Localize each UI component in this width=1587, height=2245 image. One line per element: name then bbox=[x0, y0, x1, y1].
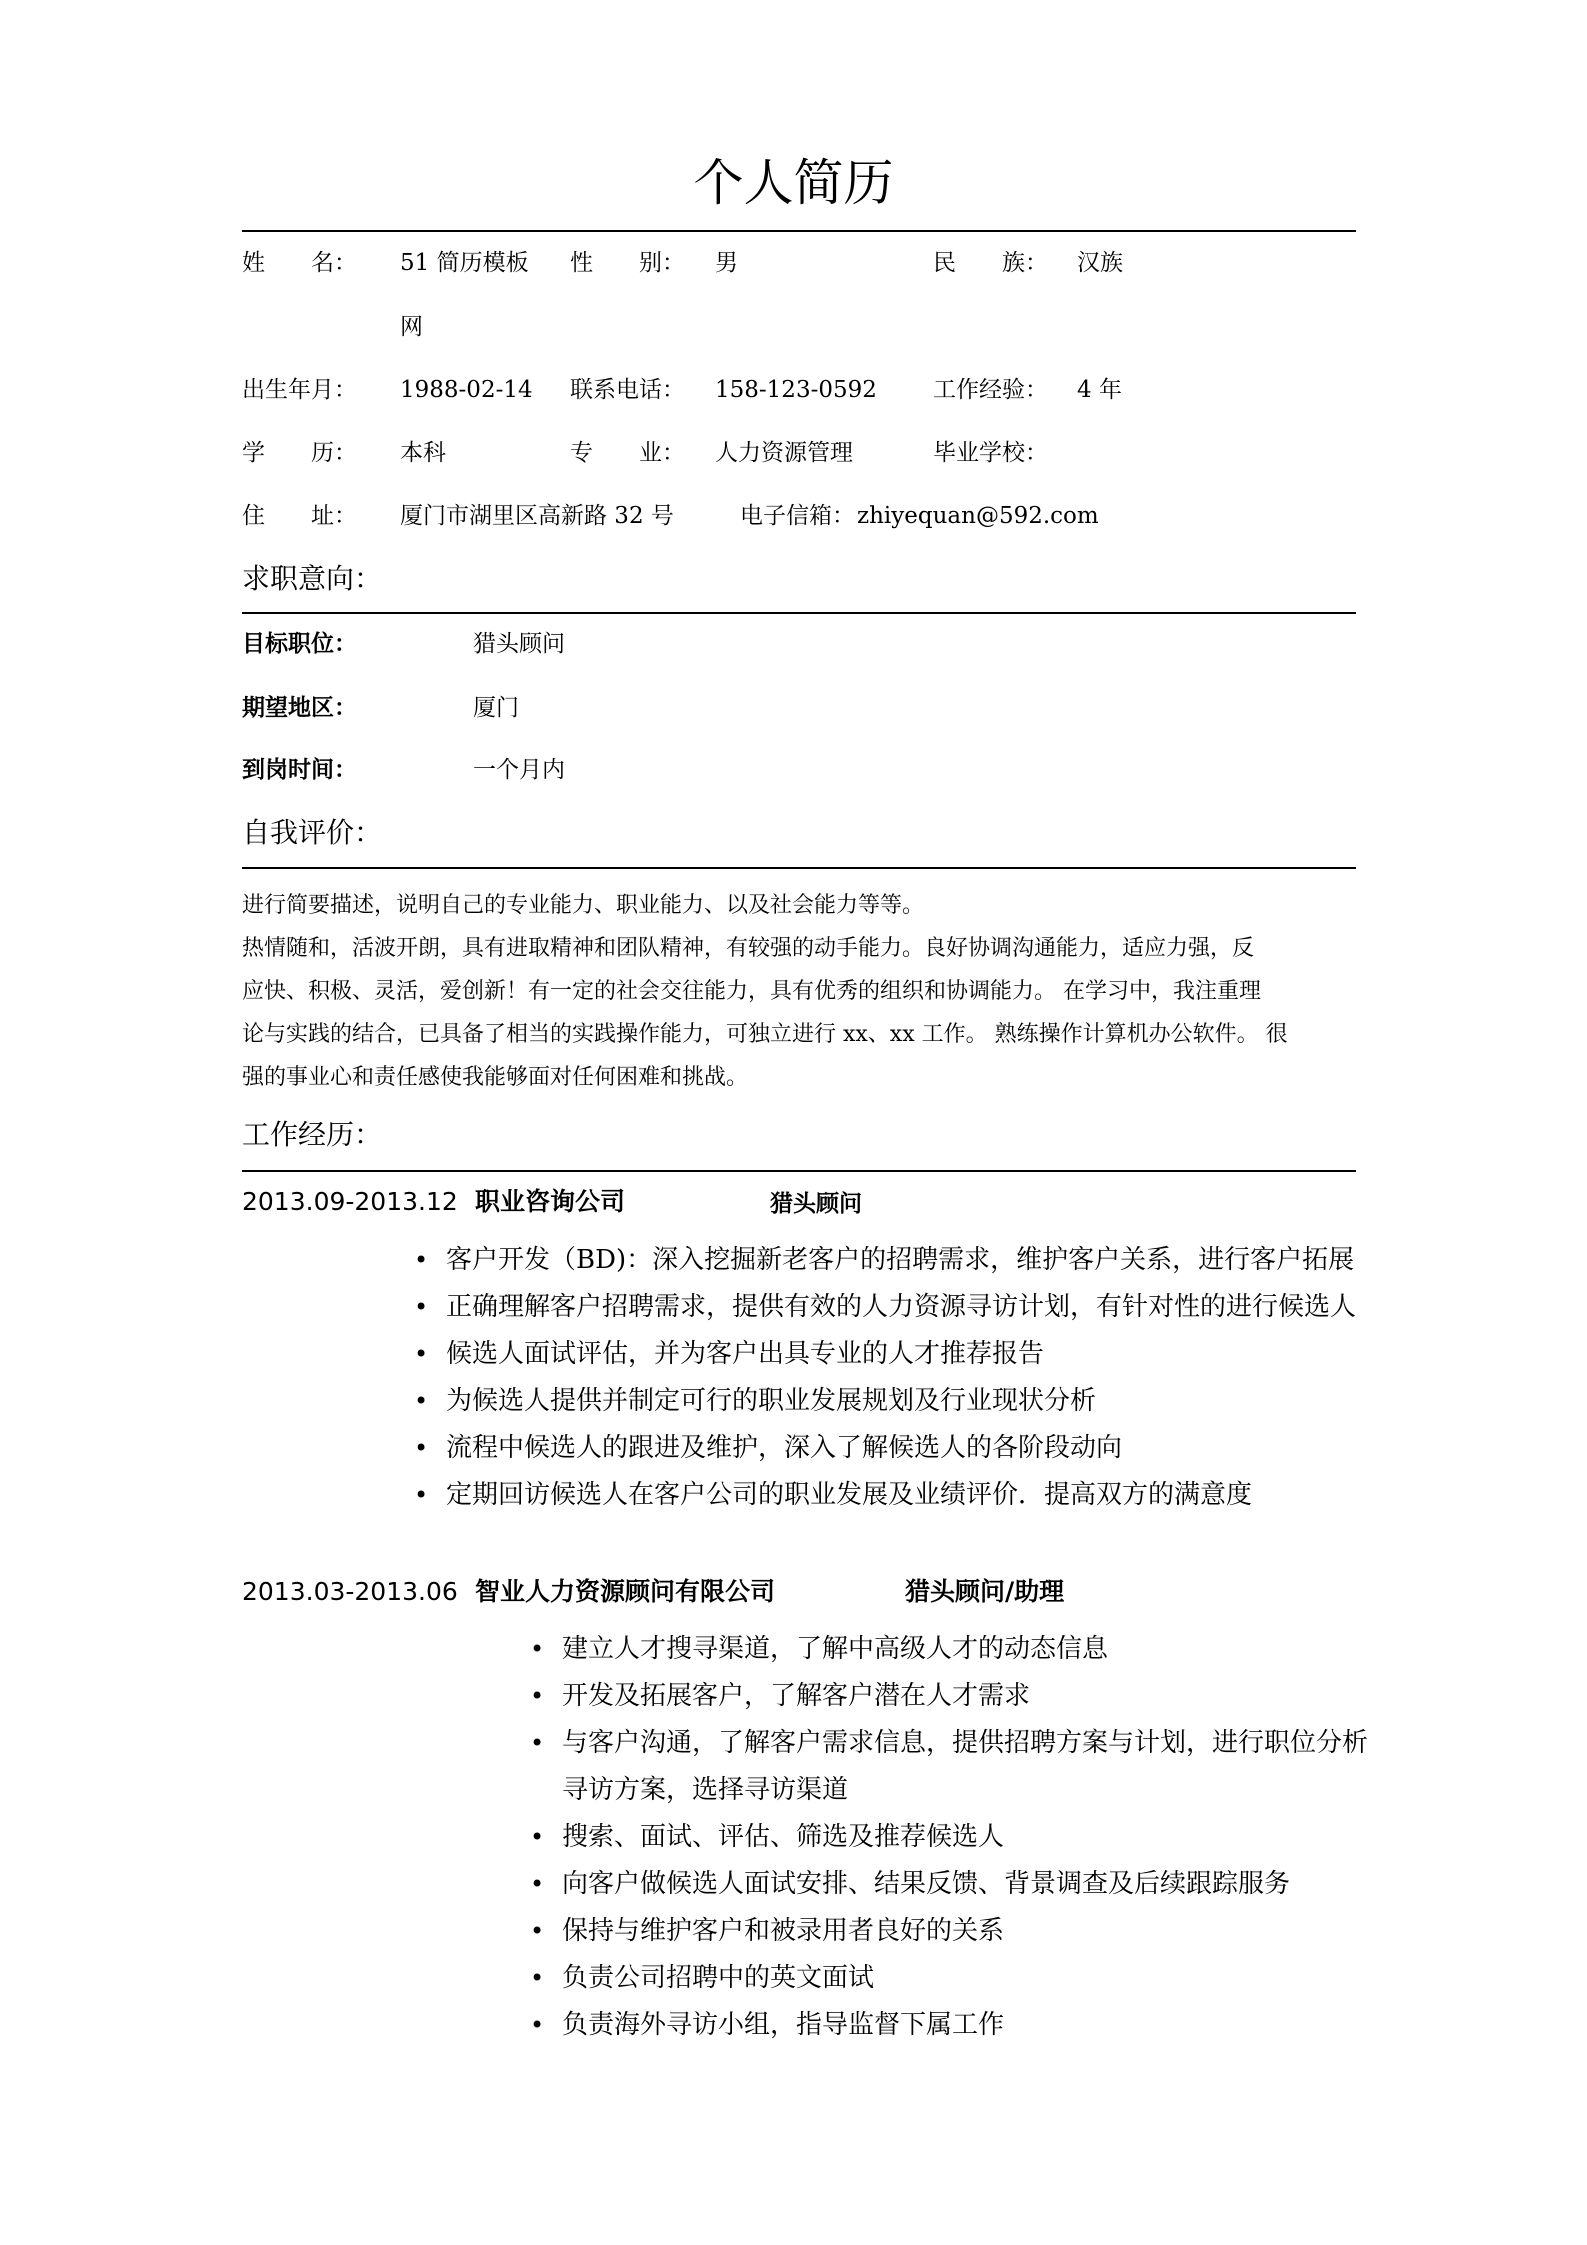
job-date: 2013.03-2013.06 bbox=[242, 1577, 458, 1606]
self-evaluation-line: 论与实践的结合，已具备了相当的实践操作能力，可独立进行 xx、xx 工作。 熟练操作计算机办公软件。 很 bbox=[242, 1022, 1288, 1047]
major-value: 人力资源管理 bbox=[715, 440, 853, 466]
email-label: 电子信箱： bbox=[740, 503, 855, 529]
list-item: • 流程中候选人的跟进及维护，深入了解候选人的各阶段动向 bbox=[414, 1425, 1372, 1472]
gender-label: 性 别： bbox=[570, 250, 685, 276]
phone-value: 158-123-0592 bbox=[715, 377, 877, 403]
list-item: • 建立人才搜寻渠道，了解中高级人才的动态信息 bbox=[530, 1626, 1372, 1673]
birth-value: 1988-02-14 bbox=[400, 377, 533, 403]
address-value: 厦门市湖里区高新路 32 号 bbox=[400, 503, 674, 529]
self-evaluation-line: 进行简要描述，说明自己的专业能力、职业能力、以及社会能力等等。 bbox=[242, 893, 925, 918]
education-value: 本科 bbox=[400, 440, 446, 466]
self-evaluation-heading: 自我评价： bbox=[242, 816, 383, 849]
work-divider bbox=[242, 1170, 1356, 1172]
major-label: 专 业： bbox=[570, 440, 685, 466]
name-label: 姓 名： bbox=[242, 250, 357, 276]
education-label: 学 历： bbox=[242, 440, 357, 466]
job-company: 智业人力资源顾问有限公司 bbox=[475, 1577, 776, 1606]
title-divider bbox=[242, 230, 1356, 232]
self-evaluation-line: 应快、积极、灵活，爱创新！有一定的社会交往能力，具有优秀的组织和协调能力。 在学习中，我注重理 bbox=[242, 979, 1261, 1004]
list-item: • 负责公司招聘中的英文面试 bbox=[530, 1955, 1372, 2002]
ethnicity-value: 汉族 bbox=[1077, 250, 1123, 276]
target-position-label: 目标职位： bbox=[242, 630, 357, 657]
self-evaluation-divider bbox=[242, 867, 1356, 869]
availability-label: 到岗时间： bbox=[242, 756, 357, 783]
page-title: 个人简历 bbox=[693, 154, 894, 212]
intention-divider bbox=[242, 612, 1356, 614]
school-label: 毕业学校： bbox=[933, 440, 1048, 466]
self-evaluation-line: 强的事业心和责任感使我能够面对任何困难和挑战。 bbox=[242, 1065, 749, 1090]
intention-heading: 求职意向： bbox=[242, 562, 383, 595]
self-evaluation-line: 热情随和，活波开朗，具有进取精神和团队精神，有较强的动手能力。良好协调沟通能力，适应力强，反 bbox=[242, 936, 1255, 961]
name-value-continued: 网 bbox=[400, 314, 423, 340]
ethnicity-label: 民 族： bbox=[933, 250, 1048, 276]
work-heading: 工作经历： bbox=[242, 1118, 383, 1151]
list-item: • 与客户沟通，了解客户需求信息，提供招聘方案与计划，进行职位分析 寻访方案，选择寻访渠道 bbox=[530, 1720, 1372, 1814]
job-company: 职业咨询公司 bbox=[475, 1187, 626, 1216]
list-item: • 开发及拓展客户，了解客户潜在人才需求 bbox=[530, 1673, 1372, 1720]
job-role: 猎头顾问/助理 bbox=[905, 1577, 1065, 1606]
expected-location-value: 厦门 bbox=[473, 695, 519, 721]
list-item: • 客户开发（BD)：深入挖掘新老客户的招聘需求，维护客户关系，进行客户拓展 bbox=[414, 1237, 1372, 1284]
birth-label: 出生年月： bbox=[242, 377, 357, 403]
name-value: 51 简历模板 bbox=[400, 250, 529, 276]
list-item: • 负责海外寻访小组，指导监督下属工作 bbox=[530, 2002, 1372, 2049]
list-item: • 候选人面试评估，并为客户出具专业的人才推荐报告 bbox=[414, 1331, 1372, 1378]
self-evaluation-body bbox=[242, 884, 1356, 1099]
phone-label: 联系电话： bbox=[570, 377, 685, 403]
list-item: • 定期回访候选人在客户公司的职业发展及业绩评价．提高双方的满意度 bbox=[414, 1472, 1372, 1519]
list-item: • 保持与维护客户和被录用者良好的关系 bbox=[530, 1908, 1372, 1955]
list-item: • 正确理解客户招聘需求，提供有效的人力资源寻访计划，有针对性的进行候选人 bbox=[414, 1284, 1372, 1331]
gender-value: 男 bbox=[715, 250, 738, 276]
availability-value: 一个月内 bbox=[473, 757, 565, 783]
experience-value: 4 年 bbox=[1077, 377, 1122, 403]
list-item: • 向客户做候选人面试安排、结果反馈、背景调查及后续跟踪服务 bbox=[530, 1861, 1372, 1908]
target-position-value: 猎头顾问 bbox=[473, 631, 565, 657]
job-role: 猎头顾问 bbox=[770, 1190, 862, 1217]
experience-label: 工作经验： bbox=[933, 377, 1048, 403]
expected-location-label: 期望地区： bbox=[242, 694, 357, 721]
address-label: 住 址： bbox=[242, 503, 357, 529]
list-item: • 搜索、面试、评估、筛选及推荐候选人 bbox=[530, 1814, 1372, 1861]
list-item-continuation: 寻访方案，选择寻访渠道 bbox=[562, 1775, 849, 1805]
list-item: • 为候选人提供并制定可行的职业发展规划及行业现状分析 bbox=[414, 1378, 1372, 1425]
job-date: 2013.09-2013.12 bbox=[242, 1187, 458, 1216]
job-duties-list bbox=[414, 1237, 1372, 1519]
email-value: zhiyequan@592.com bbox=[857, 503, 1099, 529]
job-duties-list bbox=[530, 1626, 1372, 2049]
